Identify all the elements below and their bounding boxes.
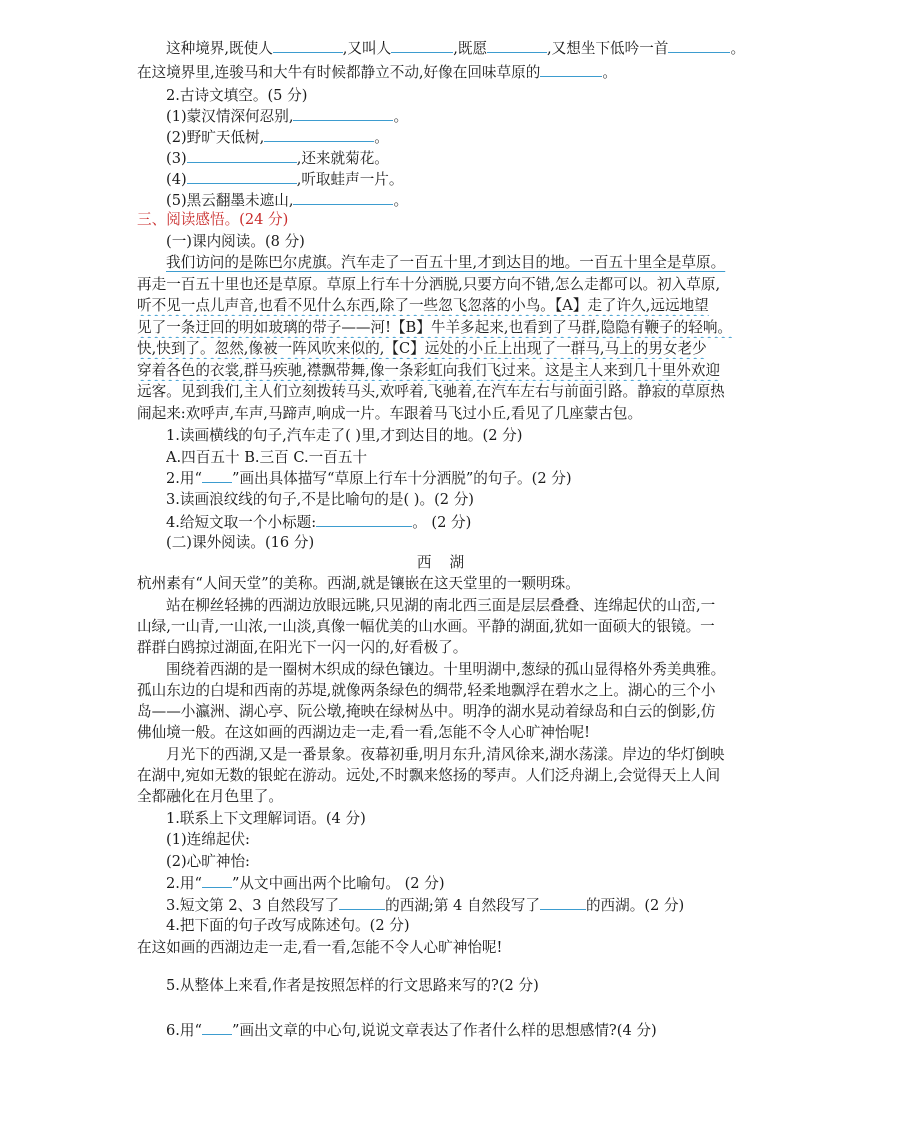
line-text: A.四百五十 B.三百 C.一百五十 (166, 449, 368, 466)
text-line (137, 681, 765, 701)
question-heading (166, 86, 766, 106)
text-line (166, 106, 766, 127)
line-text: 4.把下面的句子改写成陈述句。(2 分) (166, 917, 410, 934)
answer-blank[interactable] (202, 1020, 232, 1035)
text-line (137, 638, 765, 658)
line-text: 听不见一点儿声音,也看不见什么东西,除了一些忽飞忽落的小鸟。【A】走了许久,远远地望 (137, 297, 709, 314)
line-text: 孤山东边的白堤和西南的苏堤,就像两条绿色的绸带,轻柔地飘浮在碧水之上。湖心的三个小 (137, 682, 716, 699)
line-text: 群群白鸥掠过湖面,在阳光下一闪一闪的,好看极了。 (137, 639, 468, 656)
text-line (137, 361, 765, 381)
line-text: 2.用“ (166, 875, 202, 892)
line-text: ,既愿 (453, 40, 488, 57)
text-line (166, 916, 766, 936)
text-line (166, 468, 766, 489)
text-line (166, 745, 766, 765)
text-line (166, 660, 766, 680)
text-line (137, 617, 765, 637)
line-text: 1.联系上下文理解词语。(4 分) (166, 810, 366, 827)
line-text: 杭州素有“人间天堂”的美称。西湖,就是镶嵌在这天堂里的一颗明珠。 (137, 575, 580, 592)
answer-blank[interactable] (540, 62, 602, 77)
line-text: (二)课外阅读。(16 分) (166, 534, 315, 551)
answer-blank[interactable] (487, 38, 547, 53)
text-line (166, 852, 766, 872)
text-line (166, 253, 766, 273)
line-text: 山绿,一山青,一山浓,一山淡,真像一幅优美的山水画。平静的湖面,犹如一面硕大的银镜。一 (137, 618, 715, 635)
line-text: (3) (166, 150, 187, 167)
line-text: 。 (374, 129, 389, 146)
line-text: 在这境界里,连骏马和大牛有时候都静立不动,好像在回味草原的 (137, 64, 541, 81)
section-heading (137, 210, 765, 230)
text-line (166, 448, 766, 468)
answer-blank[interactable] (668, 38, 730, 53)
line-text: 岛——小瀛洲、湖心亭、阮公墩,掩映在绿树丛中。明净的湖水晃动着绿岛和白云的倒影,仿 (137, 703, 716, 720)
line-text: 在湖中,宛如无数的银蛇在游动。远处,不时飘来悠扬的琴声。人们泛舟湖上,会觉得天上人间 (137, 767, 721, 784)
line-text: 1.读画横线的句子,汽车走了( )里,才到达目的地。(2 分) (166, 427, 523, 444)
line-text: 。 (602, 64, 617, 81)
line-text: 6.用“ (166, 1022, 202, 1039)
question-line (166, 976, 766, 996)
line-text: 。 (393, 192, 409, 209)
text-line (137, 382, 765, 402)
line-text: (1)蒙汉情深何忍别, (166, 108, 294, 125)
text-line (166, 490, 766, 510)
line-text: ,又叫人 (342, 40, 392, 57)
answer-blank[interactable] (202, 468, 232, 483)
text-line (137, 62, 765, 83)
text-line (166, 512, 766, 533)
line-text: 这种境界,既使人 (166, 40, 273, 57)
line-text: 5.从整体上来看,作者是按照怎样的行文思路来写的?(2 分) (166, 977, 539, 994)
text-line (166, 426, 766, 446)
text-line (166, 169, 766, 190)
line-text: ”画出具体描写“草原上行车十分洒脱”的句子。(2 分) (231, 470, 572, 487)
answer-blank[interactable] (293, 190, 393, 205)
line-text: 围绕着西湖的是一圈树木织成的绿色镶边。十里明湖中,葱绿的孤山显得格外秀美典雅。 (166, 661, 726, 678)
line-text: 2.古诗文填空。(5 分) (166, 87, 308, 104)
line-text: ,还来就菊花。 (296, 150, 389, 167)
text-line (137, 318, 765, 338)
line-text: 三、阅读感悟。(24 分) (137, 211, 289, 228)
question-line (166, 1020, 766, 1041)
answer-blank[interactable] (339, 895, 385, 910)
answer-blank[interactable] (187, 148, 297, 163)
line-text: (4) (166, 171, 187, 188)
line-text: 快,快到了。忽然,像被一阵风吹来似的,【C】远处的小丘上出现了一群马,马上的男女老少 (137, 340, 707, 357)
text-line (166, 830, 766, 850)
subsection-heading (166, 533, 766, 553)
line-text: 穿着各色的衣裳,群马疾驰,襟飘带舞,像一条彩虹向我们飞过来。这是主人来到几十里外欢迎 (137, 362, 721, 379)
text-line (166, 38, 766, 59)
text-line (137, 766, 765, 786)
answer-blank[interactable] (540, 895, 586, 910)
text-line (137, 275, 765, 295)
text-line (137, 702, 765, 722)
text-line (137, 723, 765, 743)
line-text: 西湖 (416, 554, 483, 571)
text-line (166, 127, 766, 148)
line-text: 在这如画的西湖边走一走,看一看,怎能不令人心旷神怡呢! (137, 939, 503, 956)
line-text: 见了一条迂回的明如玻璃的带子——河!【B】牛羊多起来,也看到了马群,隐隐有鞭子的轻响。 (137, 319, 733, 336)
line-text: 3.读画浪纹线的句子,不是比喻句的是( )。(2 分) (166, 491, 474, 508)
text-line (166, 873, 766, 894)
answer-blank[interactable] (293, 106, 393, 121)
line-text: 。 (730, 40, 746, 57)
text-line (137, 339, 765, 359)
text-line (137, 574, 765, 594)
passage-title (0, 553, 899, 573)
subsection-heading (166, 232, 766, 252)
answer-blank[interactable] (264, 127, 374, 142)
line-text: 4.给短文取一个小标题: (166, 514, 317, 531)
line-text: (2)心旷神怡: (166, 853, 250, 870)
line-text: ,又想坐下低吟一首 (547, 40, 669, 57)
text-line (137, 296, 765, 316)
line-text: (1)连绵起伏: (166, 831, 250, 848)
answer-blank[interactable] (273, 38, 343, 53)
line-text: 远客。见到我们,主人们立刻拨转马头,欢呼着,飞驰着,在汽车左右与前面引路。静寂的草原热 (137, 383, 725, 400)
line-text: 3.短文第 2、3 自然段写了 (166, 897, 340, 914)
line-text: (5)黑云翻墨未遮山, (166, 192, 294, 209)
text-line (166, 596, 766, 616)
text-line (166, 895, 766, 916)
text-line (166, 148, 766, 169)
line-text: 2.用“ (166, 470, 202, 487)
answer-blank[interactable] (202, 873, 232, 888)
line-text: 月光下的西湖,又是一番景象。夜幕初垂,明月东升,清风徐来,湖水荡漾。岸边的华灯倒映 (166, 746, 725, 763)
text-line (166, 809, 766, 829)
text-line (137, 787, 765, 807)
line-text: (一)课内阅读。(8 分) (166, 233, 305, 250)
line-text: 再走一百五十里也还是草原。草原上行车十分洒脱,只要方向不错,怎么走都可以。初入草原, (137, 276, 721, 293)
line-text: 佛仙境一般。在这如画的西湖边走一走,看一看,怎能不令人心旷神怡呢! (137, 724, 590, 741)
line-text: 我们访问的是陈巴尔虎旗。汽车走了一百五十里,才到达目的地。一百五十里全是草原。 (166, 254, 726, 271)
line-text: 站在柳丝轻拂的西湖边放眼远眺,只见湖的南北西三面是层层叠叠、连绵起伏的山峦,一 (166, 597, 716, 614)
text-line (166, 190, 766, 211)
text-line (137, 938, 765, 958)
line-text: 。 (2 分) (412, 514, 472, 531)
line-text: 的西湖;第 4 自然段写了 (385, 897, 540, 914)
answer-blank[interactable] (316, 512, 412, 527)
answer-blank[interactable] (391, 38, 453, 53)
line-text: ,听取蛙声一片。 (296, 171, 404, 188)
answer-blank[interactable] (187, 169, 297, 184)
line-text: 闹起来:欢呼声,车声,马蹄声,响成一片。车跟着马飞过小丘,看见了几座蒙古包。 (137, 405, 643, 422)
line-text: ”画出文章的中心句,说说文章表达了作者什么样的思想感情?(4 分) (231, 1022, 657, 1039)
line-text: 。 (393, 108, 409, 125)
line-text: 的西湖。(2 分) (585, 897, 685, 914)
line-text: 全都融化在月色里了。 (137, 788, 283, 805)
line-text: (2)野旷天低树, (166, 129, 265, 146)
line-text: ”从文中画出两个比喻句。 (2 分) (231, 875, 445, 892)
text-line (137, 404, 765, 424)
